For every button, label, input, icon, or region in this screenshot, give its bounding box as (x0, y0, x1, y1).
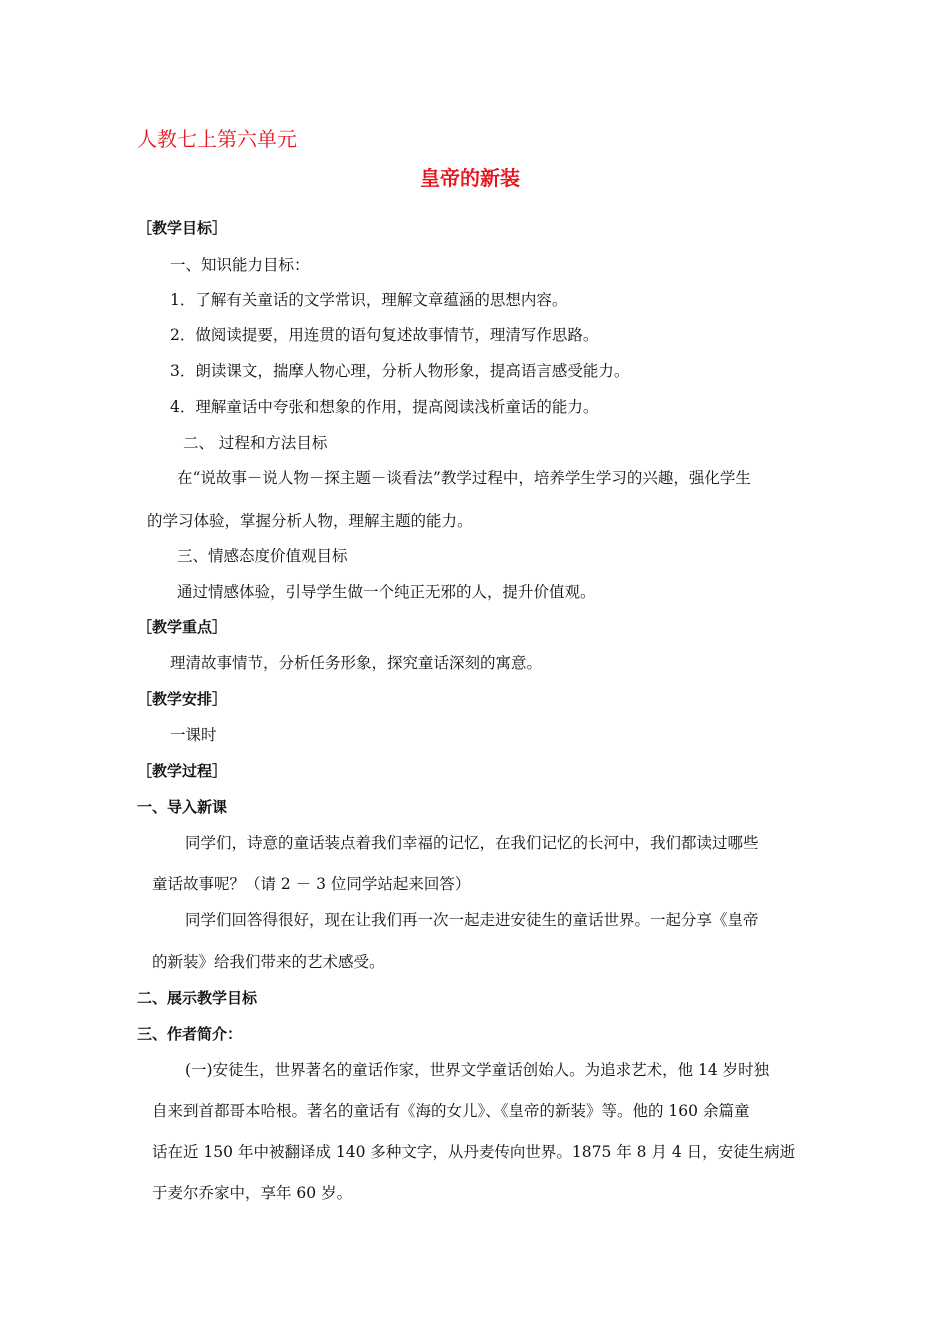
intro-heading: 一、导入新课 (137, 798, 228, 816)
key-points-heading: ［教学重点］ (137, 618, 228, 636)
process-heading: 二、 过程和方法目标 (183, 434, 328, 452)
intro-p1-line-1: 同学们，诗意的童话装点着我们幸福的记忆，在我们记忆的长河中，我们都读过哪些 (185, 834, 759, 852)
lesson-title: 皇帝的新装 (420, 166, 520, 190)
process-text-line-2: 的学习体验，掌握分析人物，理解主题的能力。 (147, 512, 473, 530)
author-line-3: 话在近 150 年中被翻译成 140 多种文字，从丹麦传向世界。1875 年 8 月 4 日，安徒生病逝 (152, 1143, 796, 1161)
process-section-heading: ［教学过程］ (137, 762, 228, 780)
emotion-text: 通过情感体验，引导学生做一个纯正无邪的人，提升价值观。 (177, 583, 596, 601)
author-line-1: (一)安徒生，世界著名的童话作家，世界文学童话创始人。为追求艺术，他 14 岁时独 (185, 1061, 770, 1079)
unit-title: 人教七上第六单元 (137, 127, 297, 151)
emotion-heading: 三、情感态度价值观目标 (177, 547, 348, 565)
objective-item-2: 2．做阅读提要，用连贯的语句复述故事情节，理清写作思路。 (170, 326, 599, 344)
author-heading: 三、作者简介： (137, 1025, 243, 1043)
key-points-text: 理清故事情节，分析任务形象，探究童话深刻的寓意。 (170, 654, 543, 672)
objective-item-1: 1．了解有关童话的文学常识，理解文章蕴涵的思想内容。 (170, 291, 568, 309)
objective-item-3: 3．朗读课文，揣摩人物心理，分析人物形象，提高语言感受能力。 (170, 362, 630, 380)
objectives-heading: ［教学目标］ (137, 219, 228, 237)
intro-p1-line-2: 童话故事呢？（请 2 － 3 位同学站起来回答） (152, 875, 471, 893)
author-line-2: 自来到首都哥本哈根。著名的童话有《海的女儿》、《皇帝的新装》等。他的 160 余篇童 (152, 1102, 750, 1120)
process-text-line-1: 在“说故事－说人物－探主题－谈看法”教学过程中，培养学生学习的兴趣，强化学生 (177, 469, 751, 487)
objective-item-4: 4．理解童话中夸张和想象的作用，提高阅读浅析童话的能力。 (170, 398, 599, 416)
intro-p2-line-1: 同学们回答得很好，现在让我们再一次一起走进安徒生的童话世界。一起分享《皇帝 (185, 911, 759, 929)
arrangement-heading: ［教学安排］ (137, 690, 228, 708)
intro-p2-line-2: 的新装》给我们带来的艺术感受。 (152, 953, 385, 971)
arrangement-text: 一课时 (170, 726, 217, 744)
show-goals-heading: 二、展示教学目标 (137, 989, 258, 1007)
author-line-4: 于麦尔乔家中，享年 60 岁。 (152, 1184, 353, 1202)
knowledge-heading: 一、知识能力目标： (170, 256, 310, 274)
